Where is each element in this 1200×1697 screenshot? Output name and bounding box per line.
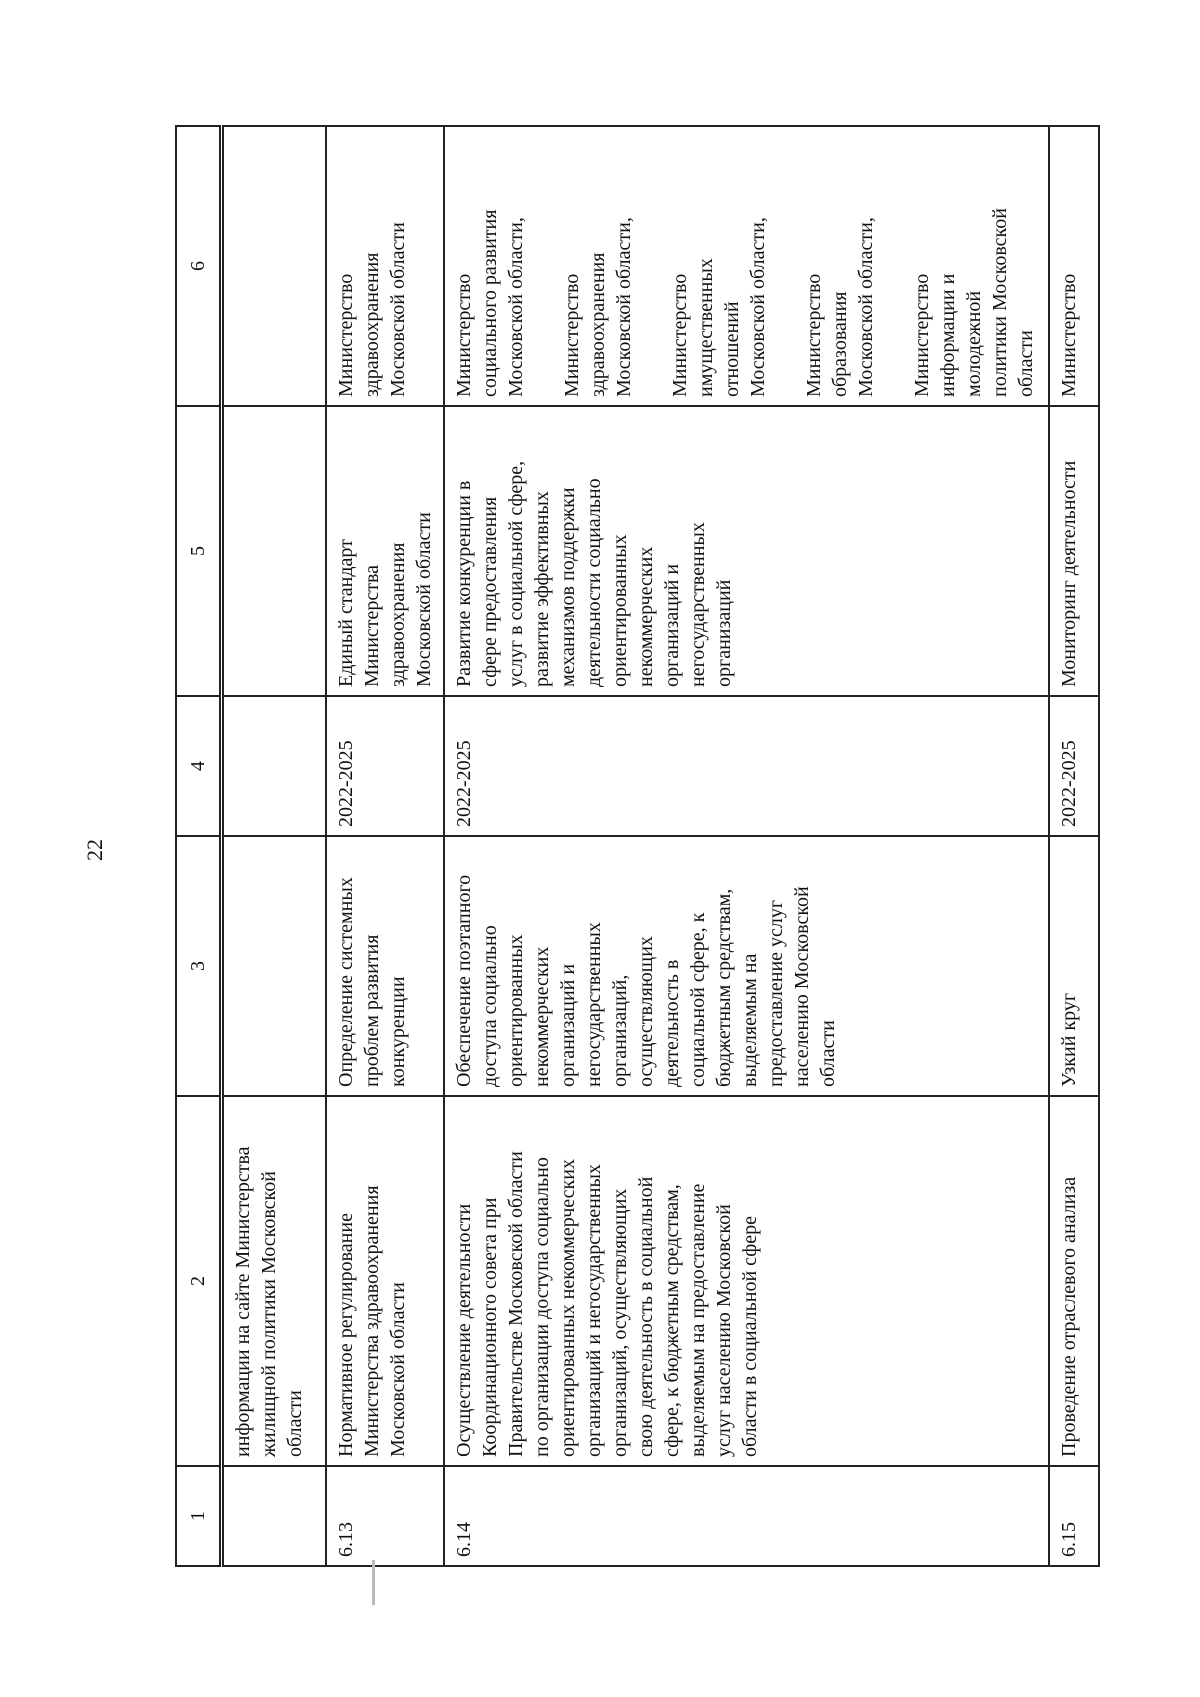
page-number: 22 <box>82 839 107 861</box>
responsible-line: Московской области, <box>746 217 769 397</box>
result-line: ориентированных <box>608 534 631 687</box>
item-number-cell: 6.15 <box>1049 1466 1099 1566</box>
problem-line: населению Московской <box>790 886 813 1087</box>
responsible-cell <box>326 126 444 406</box>
result-line: Развитие конкуренции в <box>452 480 475 687</box>
responsible-line: политики Московской <box>988 208 1011 397</box>
column-number-row <box>176 126 222 1566</box>
measure-cell <box>222 1096 326 1466</box>
result-line: деятельности социально <box>582 478 605 687</box>
problem-line: конкуренции <box>386 976 409 1087</box>
period-cell: 2022-2025 <box>1049 696 1099 836</box>
measure-line: жилищной политики Московской <box>258 1171 280 1457</box>
measure-line: свою деятельность в социальной <box>634 1176 657 1457</box>
problem-cell <box>1049 836 1099 1096</box>
problem-line: социальной сфере, к <box>686 912 709 1087</box>
problem-line: проблем развития <box>360 934 383 1087</box>
measure-line: Министерства здравоохранения <box>360 1185 383 1457</box>
result-line: некоммерческих <box>634 546 657 687</box>
result-line: Мониторинг деятельности <box>1057 460 1080 687</box>
problem-cell <box>326 836 444 1096</box>
column-number: 2 <box>176 1096 222 1466</box>
result-line: организаций и <box>660 563 683 687</box>
problem-cell <box>222 836 326 1096</box>
table-row <box>326 126 444 1566</box>
responsible-cell <box>444 126 1049 406</box>
result-line: развитие эффективных <box>530 491 553 687</box>
problem-line: выделяемым на <box>738 953 761 1087</box>
responsible-line: области <box>1014 330 1037 397</box>
responsible-line: Министерство <box>452 273 475 397</box>
responsible-line: Министерство <box>1057 273 1080 397</box>
column-number: 5 <box>176 406 222 696</box>
rotated-page <box>175 127 1125 1567</box>
result-cell <box>326 406 444 696</box>
result-line: Министерства <box>360 564 383 687</box>
item-number-cell <box>222 1466 326 1566</box>
measure-line: информации на сайте Министерства <box>232 1146 254 1457</box>
measure-line: области в социальной сфере <box>738 1216 761 1457</box>
problem-line: ориентированных <box>504 934 527 1087</box>
problem-line: негосударственных <box>582 922 605 1087</box>
problem-cell <box>444 836 1049 1096</box>
result-line: Московской области <box>412 512 435 687</box>
result-line: сфере предоставления <box>478 496 501 687</box>
period-cell: 2022-2025 <box>444 696 1049 836</box>
problem-line: Определение системных <box>334 877 357 1087</box>
table-row <box>1049 126 1099 1566</box>
problem-line: организаций и <box>556 963 579 1087</box>
measure-line: Нормативное регулирование <box>334 1213 357 1457</box>
responsible-line: здравоохранения <box>586 252 609 397</box>
group-spacer <box>771 135 801 397</box>
problem-line: Узкий круг <box>1057 992 1080 1087</box>
period-cell: 2022-2025 <box>326 696 444 836</box>
measure-line: Правительстве Московской области <box>504 1151 527 1457</box>
result-line: Единый стандарт <box>334 539 357 687</box>
measures-table <box>175 125 1100 1567</box>
column-number: 1 <box>176 1466 222 1566</box>
table-row <box>222 126 326 1566</box>
measure-line: услуг населению Московской <box>712 1204 735 1457</box>
responsible-line: отношений <box>720 301 743 397</box>
group-spacer <box>529 135 559 397</box>
group-spacer <box>637 135 667 397</box>
result-line: механизмов поддержки <box>556 487 579 687</box>
responsible-line: образования <box>828 291 851 397</box>
responsible-line: Министерство <box>910 273 933 397</box>
measure-line: организаций и негосударственных <box>582 1164 605 1457</box>
responsible-cell <box>1049 126 1099 406</box>
problem-line: деятельность в <box>660 959 683 1087</box>
responsible-line: Министерство <box>668 273 691 397</box>
column-number: 4 <box>176 696 222 836</box>
responsible-line: имущественных <box>694 258 717 397</box>
responsible-line: информации и <box>936 273 959 397</box>
problem-line: доступа социально <box>478 925 501 1087</box>
result-cell <box>444 406 1049 696</box>
measure-line: области <box>284 1390 306 1457</box>
problem-line: некоммерческих <box>530 946 553 1087</box>
responsible-cell <box>222 126 326 406</box>
result-line: организаций <box>712 579 735 687</box>
problem-line: области <box>816 1020 839 1087</box>
responsible-line: здравоохранения <box>360 252 383 397</box>
scan-mark <box>372 1560 375 1605</box>
result-line: здравоохранения <box>386 542 409 687</box>
measure-cell <box>444 1096 1049 1466</box>
measure-line: Проведение отраслевого анализа <box>1057 1176 1080 1457</box>
result-cell <box>222 406 326 696</box>
measure-line: Координационного совета при <box>478 1197 501 1457</box>
result-line: услуг в социальной сфере, <box>504 460 527 687</box>
measure-line: по организации доступа социально <box>530 1157 553 1457</box>
result-cell <box>1049 406 1099 696</box>
problem-line: осуществляющих <box>634 936 657 1087</box>
responsible-line: Московской области, <box>504 217 527 397</box>
measure-cell <box>326 1096 444 1466</box>
measure-line: Осуществление деятельности <box>452 1203 475 1457</box>
responsible-line: Московской области, <box>612 217 635 397</box>
period-cell <box>222 696 326 836</box>
group-spacer <box>879 135 909 397</box>
problem-line: предоставление услуг <box>764 899 787 1087</box>
responsible-line: Министерство <box>334 273 357 397</box>
problem-line: организаций, <box>608 974 631 1087</box>
measure-cell <box>1049 1096 1099 1466</box>
item-number-cell: 6.13 <box>326 1466 444 1566</box>
responsible-line: Московской области <box>386 222 409 397</box>
measure-line: ориентированных некоммерческих <box>556 1159 579 1457</box>
problem-line: бюджетным средствам, <box>712 888 735 1087</box>
column-number: 3 <box>176 836 222 1096</box>
responsible-line: Министерство <box>560 273 583 397</box>
item-number-cell: 6.14 <box>444 1466 1049 1566</box>
column-number: 6 <box>176 126 222 406</box>
measure-line: Московской области <box>386 1282 409 1457</box>
responsible-line: молодежной <box>962 290 985 397</box>
table-row <box>444 126 1049 1566</box>
measure-line: выделяемым на предоставление <box>686 1183 709 1457</box>
problem-line: Обеспечение поэтапного <box>452 874 475 1087</box>
responsible-line: Министерство <box>802 273 825 397</box>
result-line: негосударственных <box>686 522 709 687</box>
responsible-line: Московской области, <box>854 217 877 397</box>
measure-line: организаций, осуществляющих <box>608 1188 631 1457</box>
measure-line: сфере, к бюджетным средствам, <box>660 1184 683 1457</box>
responsible-line: социального развития <box>478 209 501 397</box>
